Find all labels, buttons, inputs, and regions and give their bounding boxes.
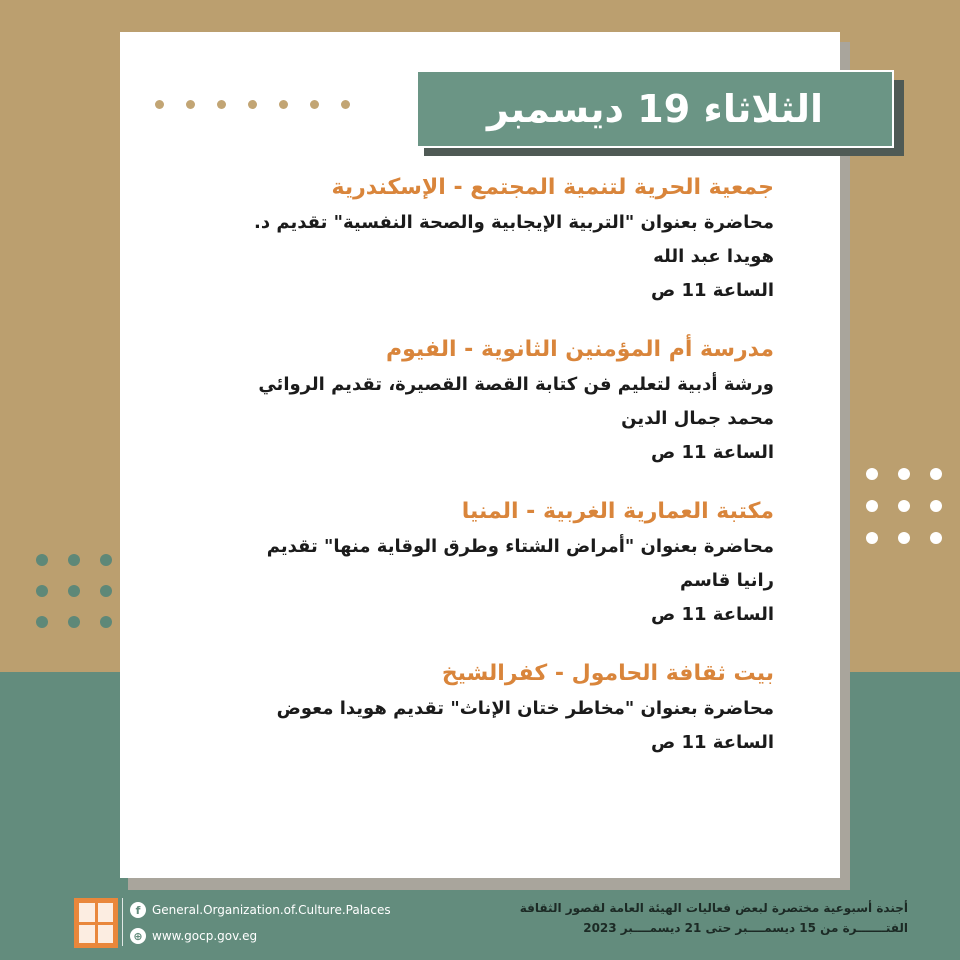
event-venue: بيت ثقافة الحامول - كفرالشيخ <box>441 661 774 686</box>
agenda-subtitle: أجندة أسبوعية مختصرة لبعض فعاليات الهيئة العامة لقصور الثقافة <box>519 901 908 915</box>
date-title: الثلاثاء 19 ديسمبر <box>486 87 824 131</box>
event-item <box>194 332 774 470</box>
event-description: محاضرة بعنوان "أمراض الشتاء وطرق الوقاية منها" تقديم <box>266 536 774 557</box>
decorative-dots-right <box>866 468 942 544</box>
event-time: الساعة 11 ص <box>650 280 774 301</box>
website-url: www.gocp.gov.eg <box>152 929 258 943</box>
event-description: ورشة أدبية لتعليم فن كتابة القصة القصيرة، تقديم الروائي <box>258 374 774 395</box>
event-venue: مدرسة أم المؤمنين الثانوية - الفيوم <box>385 337 774 362</box>
agenda-info <box>520 898 908 938</box>
footer <box>0 890 960 960</box>
event-presenter: هويدا عبد الله <box>653 246 774 267</box>
event-venue: جمعية الحرية لتنمية المجتمع - الإسكندرية <box>331 175 774 200</box>
event-presenter: رانيا قاسم <box>679 570 774 591</box>
events-list <box>194 170 774 784</box>
social-links <box>130 898 391 950</box>
facebook-icon: f <box>130 902 146 918</box>
date-banner <box>416 70 894 148</box>
event-description: محاضرة بعنوان "التربية الإيجابية والصحة النفسية" تقديم د. <box>254 212 774 233</box>
event-presenter: محمد جمال الدين <box>621 408 774 429</box>
agenda-period: الفتـــــــرة من 15 ديسمــــبر حتى 21 ديسمــــبر 2023 <box>583 921 908 935</box>
globe-icon: ⊕ <box>130 928 146 944</box>
gocp-logo <box>74 898 118 948</box>
event-time: الساعة 11 ص <box>650 442 774 463</box>
event-time: الساعة 11 ص <box>650 732 774 753</box>
footer-divider <box>122 898 123 946</box>
facebook-handle: General.Organization.of.Culture.Palaces <box>152 903 391 917</box>
event-venue: مكتبة العمارية الغربية - المنيا <box>461 499 774 524</box>
decorative-dots-left <box>36 554 112 628</box>
event-time: الساعة 11 ص <box>650 604 774 625</box>
website-link[interactable] <box>130 924 391 948</box>
event-item <box>194 656 774 760</box>
facebook-link[interactable] <box>130 898 391 922</box>
event-description: محاضرة بعنوان "مخاطر ختان الإناث" تقديم هويدا معوض <box>276 698 774 719</box>
decorative-dots-top <box>155 100 350 109</box>
event-item <box>194 170 774 308</box>
event-item <box>194 494 774 632</box>
